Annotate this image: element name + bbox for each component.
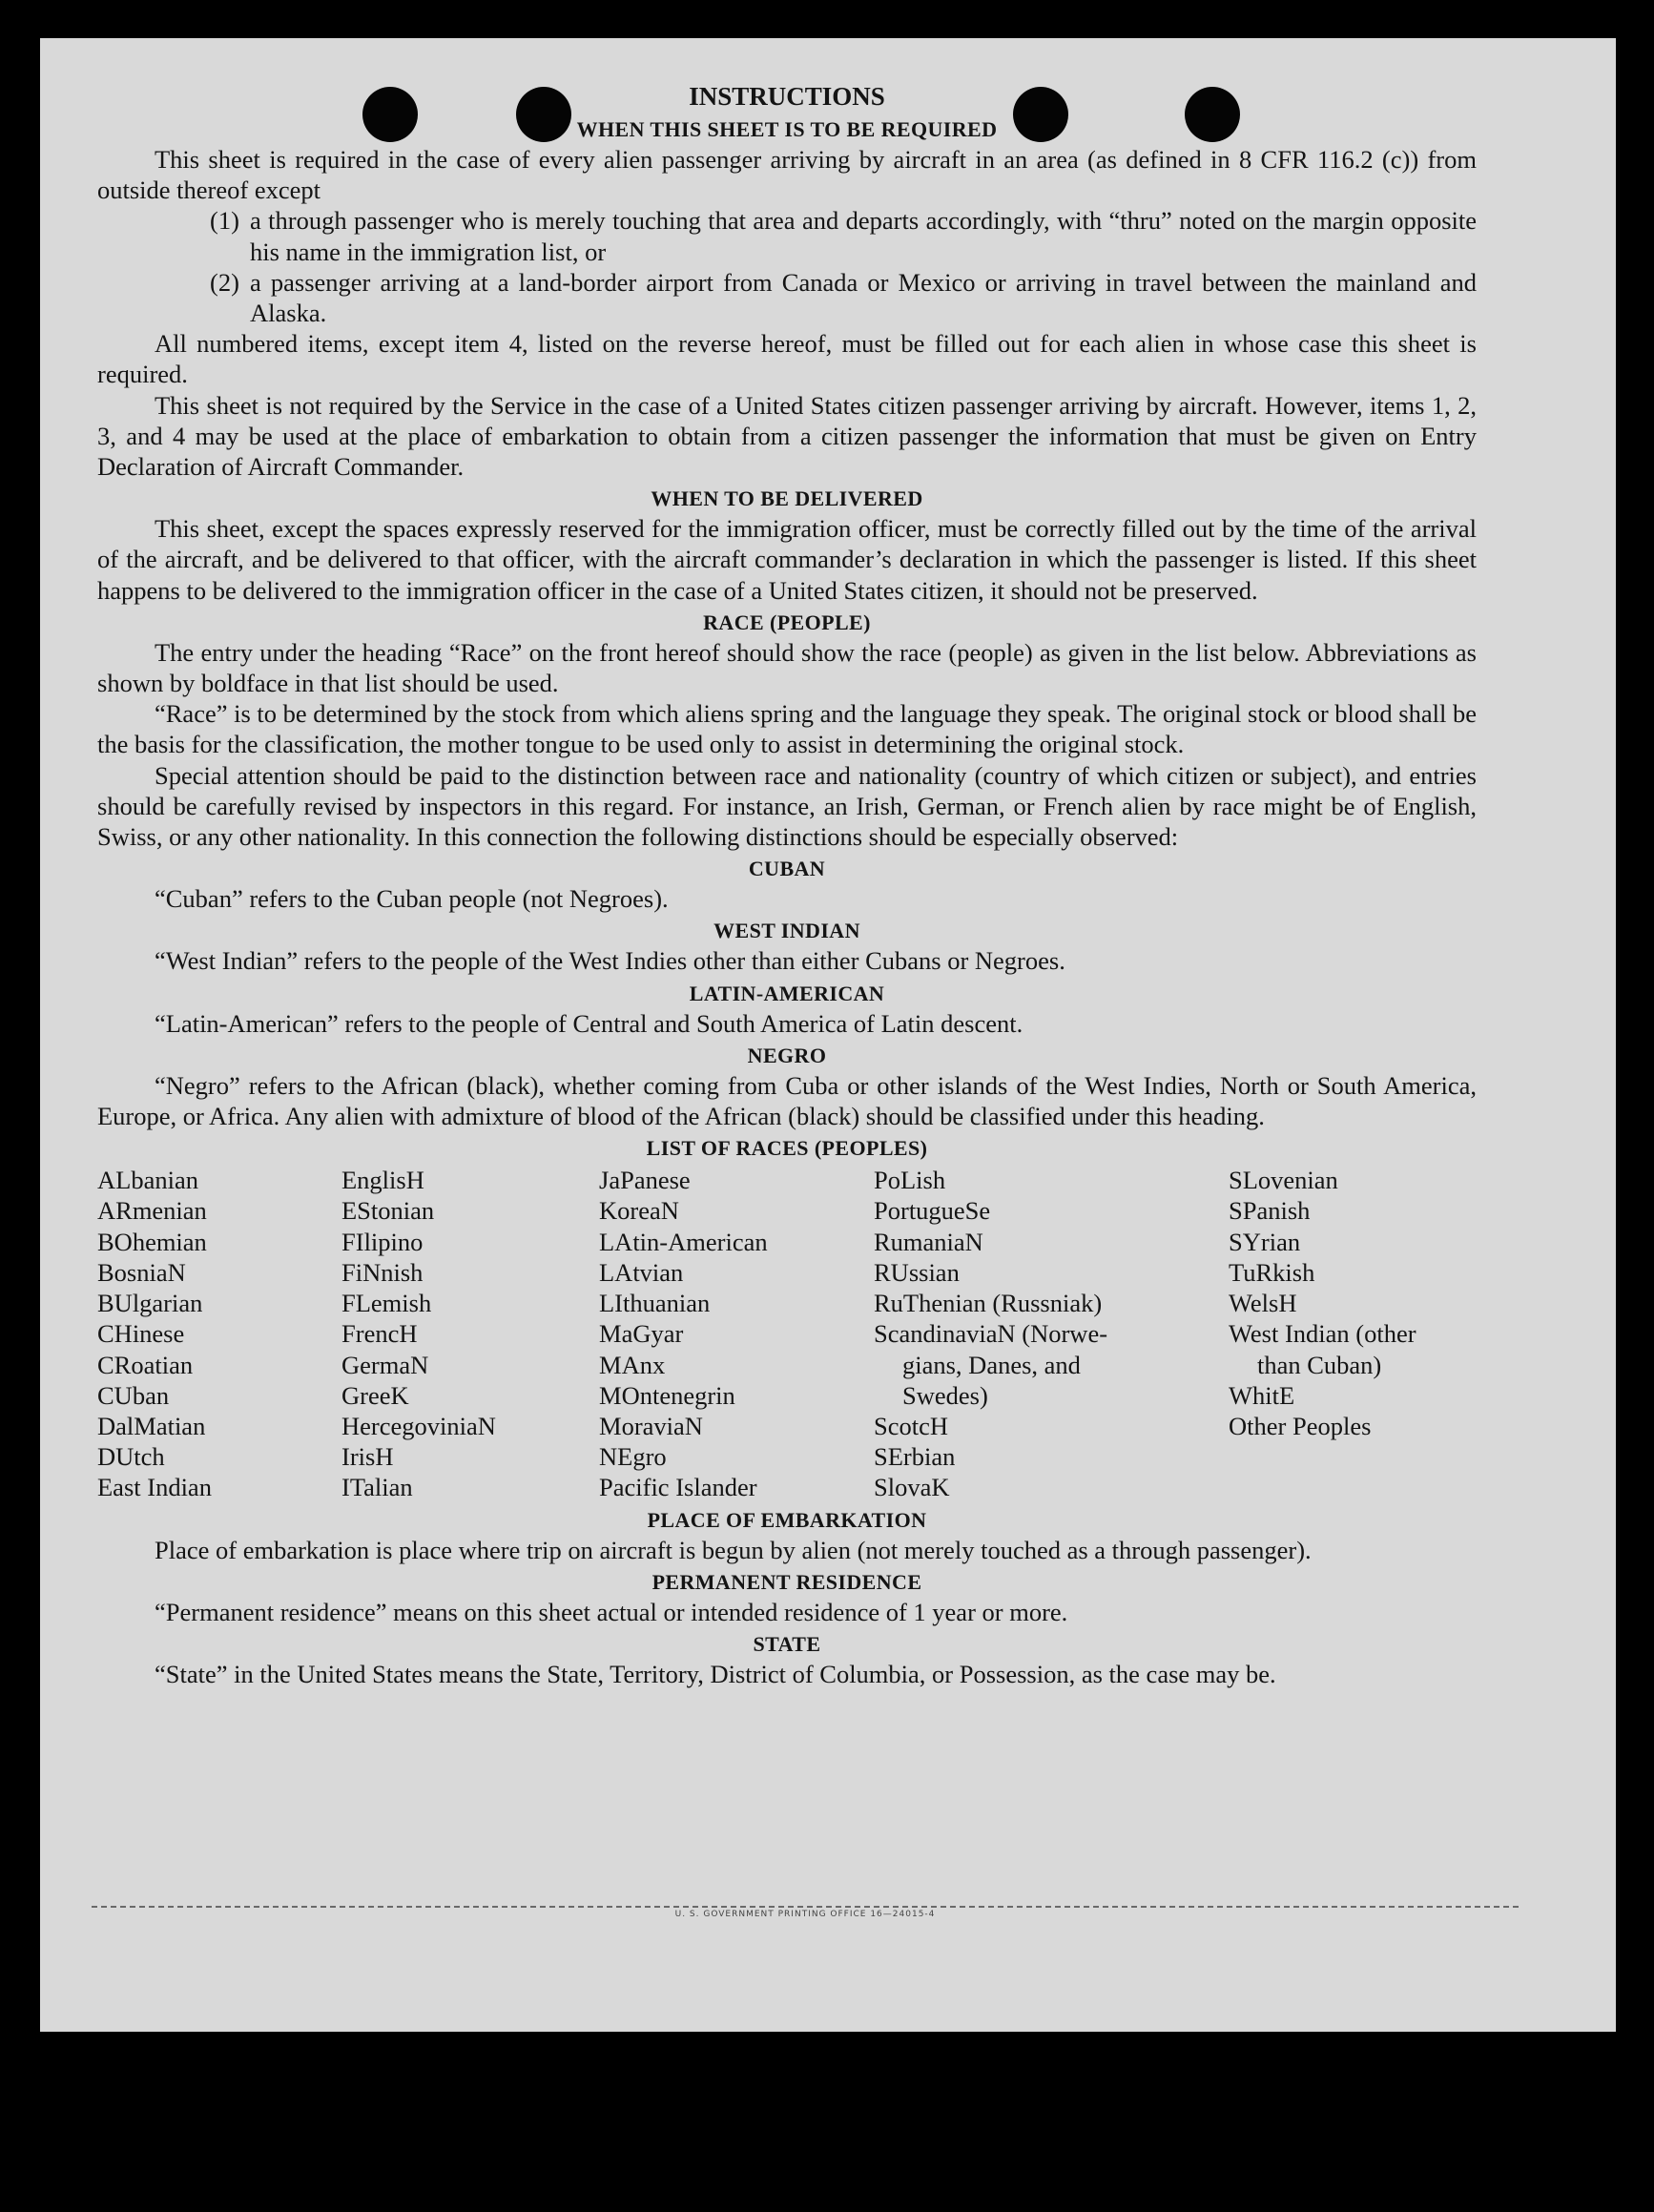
list-item: SlovaK bbox=[874, 1473, 950, 1502]
list-item: MAnx bbox=[599, 1350, 666, 1379]
list-item bbox=[97, 267, 1477, 328]
list-item: CHinese bbox=[97, 1319, 185, 1349]
list-item: LAtvian bbox=[599, 1257, 684, 1287]
list-item: FIlipino bbox=[341, 1227, 424, 1256]
paragraph: The entry under the heading “Race” on the front hereof should show the race (people) as given in the list below. Abbreviations as shown by boldface in that list should be used. bbox=[97, 637, 1477, 698]
paragraph: “State” in the United States means the State, Territory, District of Columbia, or Possession, as the case may be. bbox=[155, 1659, 1276, 1688]
section-heading-west-indian: WEST INDIAN bbox=[713, 919, 860, 943]
list-item: East Indian bbox=[97, 1473, 212, 1502]
races-column bbox=[599, 1165, 874, 1502]
list-item: Swedes) bbox=[902, 1380, 988, 1410]
list-item: MaGyar bbox=[599, 1319, 684, 1349]
list-item: CUban bbox=[97, 1380, 170, 1410]
list-item: SErbian bbox=[874, 1442, 956, 1472]
paragraph: “Permanent residence” means on this sheet actual or intended residence of 1 year or more. bbox=[155, 1597, 1068, 1626]
paragraph: All numbered items, except item 4, listed on the reverse hereof, must be filled out for each alien in whose case this sheet is required. bbox=[97, 329, 1477, 389]
paragraph: “Race” is to be determined by the stock from which aliens spring and the language they speak. The original stock or blood shall be the basis for the classification, the mother tongue to be used only to assist in determining the original stock. bbox=[97, 699, 1477, 759]
list-item: WelsH bbox=[1229, 1289, 1297, 1318]
list-item: EStonian bbox=[341, 1196, 435, 1226]
list-item: SYrian bbox=[1229, 1227, 1301, 1256]
list-item: SLovenian bbox=[1229, 1166, 1338, 1195]
item-number: (1) bbox=[210, 206, 239, 236]
list-item: GreeK bbox=[341, 1380, 409, 1410]
page-title: INSTRUCTIONS bbox=[689, 82, 885, 111]
races-column bbox=[874, 1165, 1229, 1502]
list-item: RumaniaN bbox=[874, 1227, 983, 1256]
list-item: JaPanese bbox=[599, 1166, 691, 1195]
paragraph: This sheet, except the spaces expressly reserved for the immigration officer, must be correctly filled out by the time of the arrival of the aircraft, and be delivered to that officer, with the aircraft commander’s declaration in which the passenger is listed. If this sheet happens to be delivered to the immigration officer in the case of a United States citizen, it should not be preserved. bbox=[97, 514, 1477, 605]
list-item: West Indian (other bbox=[1229, 1319, 1416, 1349]
item-text: a passenger arriving at a land-border airport from Canada or Mexico or arriving in travel between the mainland and Alaska. bbox=[250, 267, 1477, 328]
list-item: MOntenegrin bbox=[599, 1380, 735, 1410]
list-item: RuThenian (Russniak) bbox=[874, 1289, 1103, 1318]
item-text: a through passenger who is merely touching that area and departs accordingly, with “thru” noted on the margin opposite his name in the immigration list, or bbox=[250, 206, 1477, 266]
list-item: ARmenian bbox=[97, 1196, 207, 1226]
section-heading-negro: NEGRO bbox=[747, 1043, 827, 1067]
paragraph: This sheet is required in the case of every alien passenger arriving by aircraft in an area (as defined in 8 CFR 116.2 (c)) from outside thereof except bbox=[97, 145, 1477, 205]
section-heading-races-list: LIST OF RACES (PEOPLES) bbox=[646, 1136, 928, 1161]
races-column bbox=[1229, 1165, 1477, 1502]
list-item: FiNnish bbox=[341, 1257, 424, 1287]
list-item: CRoatian bbox=[97, 1350, 194, 1379]
races-column bbox=[341, 1165, 599, 1502]
list-item: BOhemian bbox=[97, 1227, 207, 1256]
list-item: TuRkish bbox=[1229, 1257, 1315, 1287]
instructions-content bbox=[97, 80, 1477, 1689]
paragraph: Place of embarkation is place where trip on aircraft is begun by alien (not merely touched as a through passenger). bbox=[155, 1535, 1312, 1564]
list-item: FLemish bbox=[341, 1289, 432, 1318]
list-item: BosniaN bbox=[97, 1257, 186, 1287]
list-item: ITalian bbox=[341, 1473, 413, 1502]
printer-imprint: U. S. GOVERNMENT PRINTING OFFICE 16—24015-4 bbox=[92, 1906, 1519, 1919]
paragraph: “West Indian” refers to the people of the West Indies other than either Cubans or Negroes. bbox=[155, 946, 1065, 976]
list-item: ScotcH bbox=[874, 1411, 949, 1440]
section-heading-residence: PERMANENT RESIDENCE bbox=[651, 1569, 922, 1594]
list-item: GermaN bbox=[341, 1350, 429, 1379]
list-item: BUlgarian bbox=[97, 1289, 203, 1318]
list-item: Other Peoples bbox=[1229, 1411, 1372, 1440]
list-item: NEgro bbox=[599, 1442, 667, 1472]
list-item: WhitE bbox=[1229, 1380, 1295, 1410]
section-heading-when-delivered: WHEN TO BE DELIVERED bbox=[651, 486, 923, 511]
list-item: Pacific Islander bbox=[599, 1473, 757, 1502]
list-item: RUssian bbox=[874, 1257, 960, 1287]
paragraph: “Latin-American” refers to the people of Central and South America of Latin descent. bbox=[155, 1008, 1023, 1038]
list-item: than Cuban) bbox=[1257, 1350, 1382, 1379]
list-item: DUtch bbox=[97, 1442, 165, 1472]
section-heading-embarkation: PLACE OF EMBARKATION bbox=[647, 1507, 927, 1532]
races-column bbox=[97, 1165, 341, 1502]
list-item: DalMatian bbox=[97, 1411, 206, 1440]
list-item: KoreaN bbox=[599, 1196, 679, 1226]
list-item: LAtin-American bbox=[599, 1227, 768, 1256]
paragraph: This sheet is not required by the Service in the case of a United States citizen passenger arriving by aircraft. However, items 1, 2, 3, and 4 may be used at the place of embarkation to obtain from a citizen passenger the information that must be given on Entry Declaration of Aircraft Commander. bbox=[97, 390, 1477, 482]
list-item: SPanish bbox=[1229, 1196, 1311, 1226]
list-item: FrencH bbox=[341, 1319, 418, 1349]
list-item bbox=[97, 205, 1477, 266]
section-heading-state: STATE bbox=[753, 1631, 821, 1656]
list-item: HercegoviniaN bbox=[341, 1411, 496, 1440]
section-heading-latin-american: LATIN-AMERICAN bbox=[689, 981, 885, 1005]
list-item: ScandinaviaN (Norwe- bbox=[874, 1319, 1108, 1349]
section-heading-race: RACE (PEOPLE) bbox=[703, 610, 871, 634]
races-list bbox=[97, 1165, 1477, 1502]
list-item: PortugueSe bbox=[874, 1196, 991, 1226]
paragraph: Special attention should be paid to the distinction between race and nationality (country of which citizen or subject), and entries should be carefully revised by inspectors in this regard. For instance, an Irish, German, or French alien by race might be of English, Swiss, or any other nationality. In this connection the following distinctions should be especially observed: bbox=[97, 760, 1477, 852]
paragraph: “Negro” refers to the African (black), whether coming from Cuba or other islands of the West Indies, North or South America, Europe, or Africa. Any alien with admixture of blood of the African (black) should be classified under this heading. bbox=[97, 1070, 1477, 1131]
list-item: ALbanian bbox=[97, 1166, 198, 1195]
section-heading-when-required: WHEN THIS SHEET IS TO BE REQUIRED bbox=[576, 117, 998, 141]
list-item: PoLish bbox=[874, 1166, 946, 1195]
list-item: MoraviaN bbox=[599, 1411, 703, 1440]
list-item: IrisH bbox=[341, 1442, 394, 1472]
list-item: gians, Danes, and bbox=[902, 1350, 1081, 1379]
item-number: (2) bbox=[210, 267, 239, 297]
section-heading-cuban: CUBAN bbox=[748, 857, 826, 881]
list-item: EnglisH bbox=[341, 1166, 424, 1195]
paragraph: “Cuban” refers to the Cuban people (not Negroes). bbox=[155, 884, 669, 914]
list-item: LIthuanian bbox=[599, 1289, 711, 1318]
